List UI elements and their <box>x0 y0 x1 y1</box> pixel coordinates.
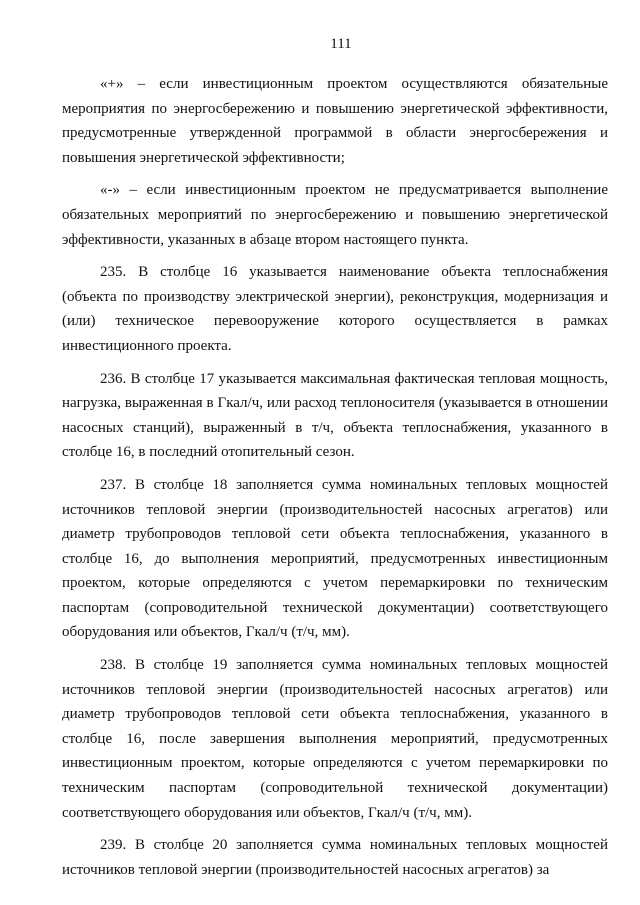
paragraph-plus-sign: «+» – если инвестиционным проектом осуществляются обязательные мероприятия по энергосбережению и повышению энергетической эффективности, предусмотренные утвержденной программой в области энергосбережения и повышения энергетической эффективности; <box>62 76 608 166</box>
paragraph-239: 239. В столбце 20 заполняется сумма номинальных тепловых мощностей источников тепловой энергии (производительностей насосных агрегатов) за <box>62 837 608 878</box>
page-number: 111 <box>330 36 352 52</box>
paragraph-minus-sign: «-» – если инвестиционным проектом не предусматривается выполнение обязательных мероприятий по энергосбережению и повышению энергетической эффективности, указанных в абзаце втором настоящего пункта. <box>62 182 608 248</box>
paragraph-235: 235. В столбце 16 указывается наименование объекта теплоснабжения (объекта по производству электрической энергии), реконструкция, модернизация и (или) техническое перевооружение которого осуществляется в рамках инвестиционного проекта. <box>62 264 608 354</box>
paragraph-236: 236. В столбце 17 указывается максимальная фактическая тепловая мощность, нагрузка, выраженная в Гкал/ч, или расход теплоносителя (указывается в отношении насосных станций), выраженный в т/ч, объекта теплоснабжения, указанного в столбце 16, в последний отопительный сезон. <box>62 370 608 461</box>
paragraph-237: 237. В столбце 18 заполняется сумма номинальных тепловых мощностей источников тепловой энергии (производительностей насосных агрегатов) или диаметр трубопроводов тепловой сети объекта теплоснабжения, указанного в столбце 16, до выполнения мероприятий, предусмотренных инвестиционным проектом, которые определяются с учетом перемаркировки по техническим паспортам (сопроводительной технической документации) соответствующего оборудования или объектов, Гкал/ч (т/ч, мм). <box>62 476 608 641</box>
paragraph-238: 238. В столбце 19 заполняется сумма номинальных тепловых мощностей источников тепловой энергии (производительностей насосных агрегатов) или диаметр трубопроводов тепловой сети объекта теплоснабжения, указанного в столбце 16, после завершения выполнения мероприятий, предусмотренных инвестиционным проектом, которые определяются с учетом перемаркировки по техническим паспортам (сопроводительной технической документации) соответствующего оборудования или объектов, Гкал/ч (т/ч, мм). <box>62 657 608 821</box>
